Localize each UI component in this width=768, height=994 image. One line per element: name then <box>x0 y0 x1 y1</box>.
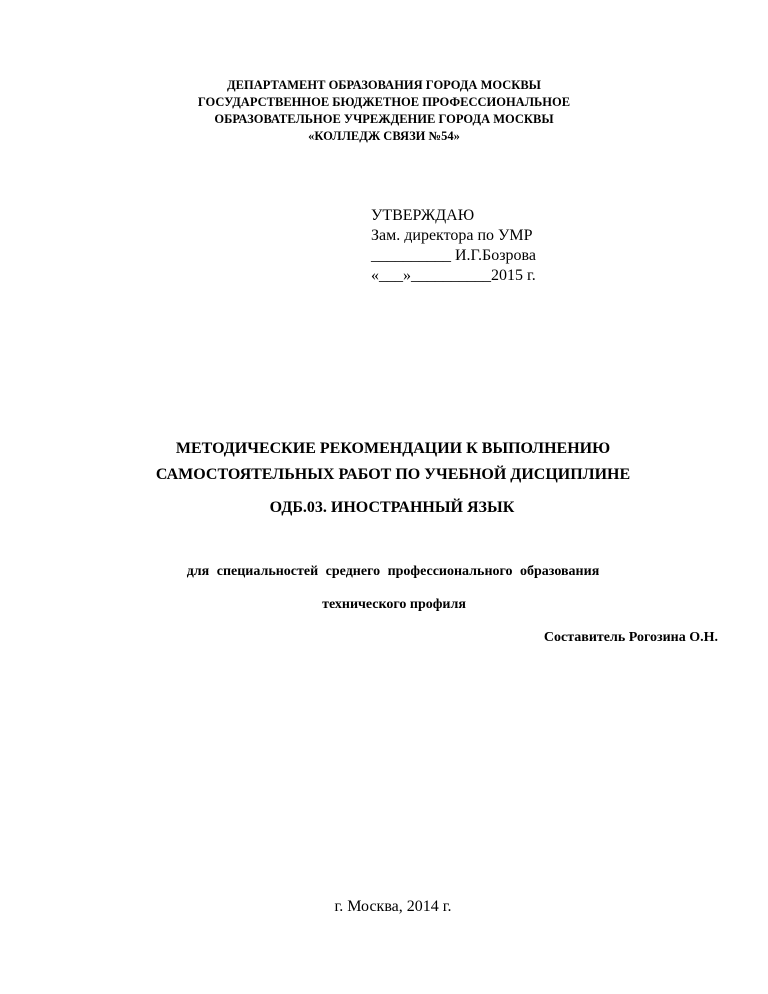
subject-title: ОДБ.03. ИНОСТРАННЫЙ ЯЗЫК <box>269 499 515 516</box>
title-line-2: САМОСТОЯТЕЛЬНЫХ РАБОТ ПО УЧЕБНОЙ ДИСЦИПЛИНЕ <box>155 466 631 483</box>
audience-profile: технического профиля <box>322 597 466 612</box>
approval-date-line: «___»__________2015 г. <box>371 267 536 284</box>
document-title <box>0 436 768 488</box>
approval-position: Зам. директора по УМР <box>371 227 533 244</box>
header-line-institution-name: ОБРАЗОВАТЕЛЬНОЕ УЧРЕЖДЕНИЕ ГОРОДА МОСКВЫ <box>214 112 554 126</box>
institution-header <box>0 77 768 145</box>
header-line-department: ДЕПАРТАМЕНТ ОБРАЗОВАНИЯ ГОРОДА МОСКВЫ <box>227 78 541 92</box>
approval-label: УТВЕРЖДАЮ <box>371 207 475 224</box>
approval-block <box>371 206 536 286</box>
audience-purpose: для специальностей среднего профессионального образования <box>186 564 600 579</box>
author-line: Составитель Рогозина О.Н. <box>543 630 718 645</box>
footer-city-year: г. Москва, 2014 г. <box>334 898 452 915</box>
approval-signature-line: __________ И.Г.Бозрова <box>371 247 536 264</box>
header-line-institution-type: ГОСУДАРСТВЕННОЕ БЮДЖЕТНОЕ ПРОФЕССИОНАЛЬНОЕ <box>197 95 571 109</box>
header-line-college: «КОЛЛЕДЖ СВЯЗИ №54» <box>308 129 460 143</box>
title-line-1: МЕТОДИЧЕСКИЕ РЕКОМЕНДАЦИИ К ВЫПОЛНЕНИЮ <box>175 440 611 457</box>
